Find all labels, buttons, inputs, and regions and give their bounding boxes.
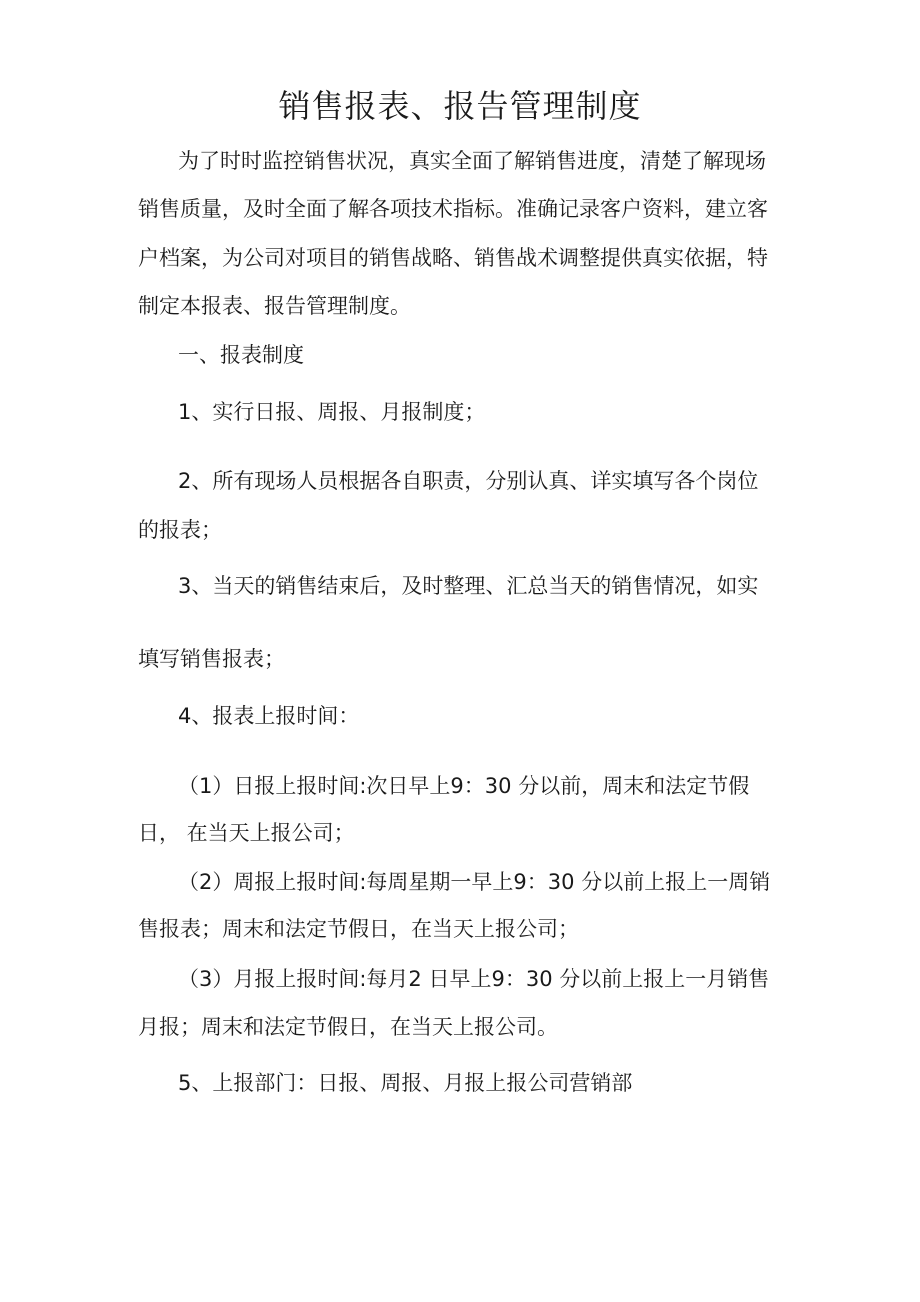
list-item-1: 1、实行日报、周报、月报制度； <box>178 400 486 424</box>
sub-item-3-line-1: （3）月报上报时间:每月2 日早上9：30 分以前上报上一月销售 <box>178 967 770 991</box>
section-heading: 一、报表制度 <box>178 343 304 367</box>
sub-item-2-line-1: （2）周报上报时间:每周星期一早上9：30 分以前上报上一周销 <box>178 870 771 894</box>
list-item-5: 5、上报部门：日报、周报、月报上报公司营销部 <box>178 1071 633 1095</box>
list-item-2-line-1: 2、所有现场人员根据各自职责，分别认真、详实填写各个岗位 <box>178 469 759 493</box>
intro-line-2: 销售质量，及时全面了解各项技术指标。准确记录客户资料，建立客 <box>138 197 768 221</box>
list-item-3-line-2: 填写销售报表； <box>138 647 285 671</box>
intro-line-3: 户档案，为公司对项目的销售战略、销售战术调整提供真实依据，特 <box>138 246 768 270</box>
sub-item-1-line-2: 日， 在当天上报公司； <box>138 821 355 845</box>
sub-item-1-line-1: （1）日报上报时间:次日早上9：30 分以前，周末和法定节假 <box>178 774 750 798</box>
list-item-2-line-2: 的报表； <box>138 518 222 542</box>
list-item-4: 4、报表上报时间： <box>178 704 360 728</box>
document-title: 销售报表、报告管理制度 <box>278 87 642 125</box>
sub-item-2-line-2: 售报表；周末和法定节假日，在当天上报公司； <box>138 917 579 941</box>
intro-line-1: 为了时时监控销售状况，真实全面了解销售进度，清楚了解现场 <box>178 149 766 173</box>
sub-item-3-line-2: 月报；周末和法定节假日，在当天上报公司。 <box>138 1015 558 1039</box>
intro-line-4: 制定本报表、报告管理制度。 <box>138 294 411 318</box>
list-item-3-line-1: 3、当天的销售结束后，及时整理、汇总当天的销售情况，如实 <box>178 574 759 598</box>
